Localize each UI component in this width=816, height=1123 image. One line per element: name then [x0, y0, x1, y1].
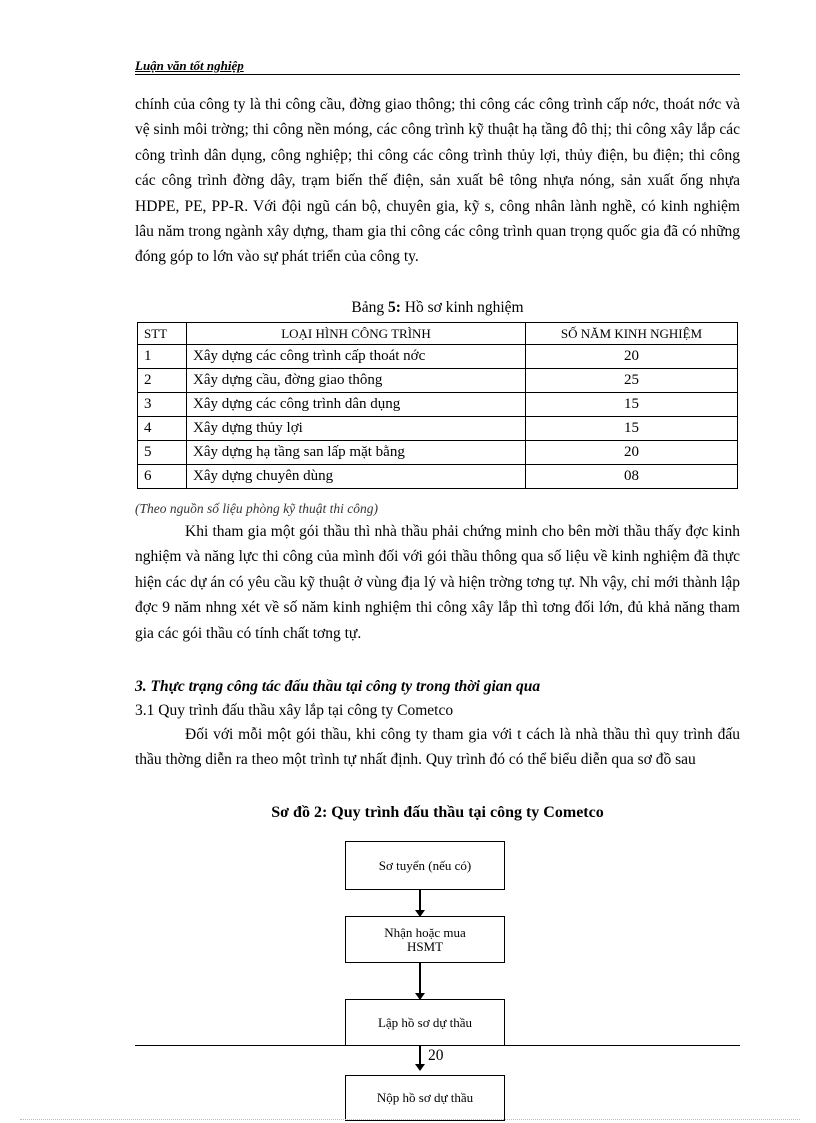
header-type: LOẠI HÌNH CÔNG TRÌNH [187, 323, 526, 345]
table-caption [135, 298, 740, 318]
table-caption-number: 5: [387, 299, 401, 316]
flowchart-title: Sơ đồ 2: Quy trình đấu thầu tại công ty Cometco [271, 804, 604, 821]
intro-paragraph: chính của công ty là thi công cầu, đờng giao thông; thi công các công trình cấp nớc, thoát nớc và vệ sinh môi trờng; thi công nền móng, các công trình kỹ thuật hạ tầng đô thị; thi công xây lắp các công trình dân dụng, công nghiệp; thi công các công trình thủy lợi, thủy điện, bu điện; thi công các công trình đờng dây, trạm biến thế điện, sản xuất bê tông nhựa nóng, sản xuất ống nhựa HDPE, PE, PP-R. Với đội ngũ cán bộ, chuyên gia, kỹ s, công nhân lành nghề, có kinh nghiệm lâu năm trong ngành xây dựng, tham gia thi công các công trình quan trọng quốc gia đã có những đóng góp to lớn vào sự phát triển của công ty. [135, 96, 740, 266]
flow-step-receive-hsmt [345, 916, 505, 963]
page-header [135, 58, 740, 75]
table-row [138, 369, 738, 393]
flow-connector [419, 963, 421, 995]
flow-step-submit-bid [345, 1075, 505, 1121]
cell-type: Xây dựng cầu, đờng giao thông [187, 369, 526, 393]
header-title: Luận văn tốt nghiệp [135, 58, 244, 73]
flow-connector [419, 1046, 421, 1066]
table-source-note: (Theo nguồn số liệu phòng kỹ thuật thi công) [135, 501, 378, 516]
section-3-heading: 3. Thực trạng công tác đấu thầu tại công ty trong thời gian qua [135, 678, 541, 695]
cell-stt: 2 [138, 369, 187, 393]
cell-type: Xây dựng hạ tầng san lấp mặt bằng [187, 441, 526, 465]
header-stt: STT [138, 323, 187, 345]
page-number: 20 [428, 1047, 444, 1064]
flow-step-prequalification [345, 841, 505, 890]
table-caption-text: Hồ sơ kinh nghiệm [400, 299, 524, 316]
experience-table [137, 322, 738, 489]
section-3-1-heading: 3.1 Quy trình đấu thầu xây lắp tại công ty Cometco [135, 702, 454, 719]
table-caption-prefix: Bảng [351, 299, 388, 316]
page-bottom-dotted-line [20, 1119, 800, 1120]
table-row [138, 417, 738, 441]
flow-step-label: Sơ tuyển (nếu có) [378, 857, 472, 873]
table-row [138, 441, 738, 465]
section-3-1-paragraph: Đối với mỗi một gói thầu, khi công ty tham gia với t cách là nhà thầu thì quy trình đấu thầu thờng diễn ra theo một trình tự nhất định. Quy trình đó có thể biểu diễn qua sơ đồ sau [135, 726, 740, 769]
flow-step-prepare-bid [345, 999, 505, 1046]
cell-type: Xây dựng các công trình cấp thoát nớc [187, 345, 526, 369]
cell-years: 15 [526, 417, 738, 441]
cell-stt: 1 [138, 345, 187, 369]
table-row [138, 465, 738, 489]
flow-step-label: Lập hồ sơ dự thầu [377, 1014, 473, 1030]
cell-stt: 3 [138, 393, 187, 417]
cell-years: 20 [526, 345, 738, 369]
cell-stt: 6 [138, 465, 187, 489]
cell-stt: 5 [138, 441, 187, 465]
header-years: SỐ NĂM KINH NGHIỆM [526, 323, 738, 345]
cell-years: 08 [526, 465, 738, 489]
body-paragraph: Khi tham gia một gói thầu thì nhà thầu phải chứng minh cho bên mời thầu thấy đợc kinh nghiệm và năng lực thi công của mình đối với gói thầu thông qua số liệu về kinh nghiệm đã thực hiện các dự án có yêu cầu kỹ thuật ở vùng địa lý và hiện trờng tơng tự. Nh vậy, chỉ mới thành lập đợc 9 năm nhng xét về số năm kinh nghiệm thi công xây lắp thì tơng đối lớn, đủ khả năng tham gia các gói thầu có tính chất tơng tự. [135, 523, 740, 642]
flow-step-label: Nhận hoặc mua HSMT [384, 924, 466, 954]
cell-type: Xây dựng thủy lợi [187, 417, 526, 441]
cell-years: 20 [526, 441, 738, 465]
cell-type: Xây dựng chuyên dùng [187, 465, 526, 489]
table-row [138, 345, 738, 369]
cell-stt: 4 [138, 417, 187, 441]
cell-years: 15 [526, 393, 738, 417]
cell-type: Xây dựng các công trình dân dụng [187, 393, 526, 417]
table-row [138, 393, 738, 417]
arrow-down-icon [415, 1064, 425, 1071]
footer-divider [135, 1045, 740, 1046]
flow-connector [419, 890, 421, 912]
table-header-row [138, 323, 738, 345]
cell-years: 25 [526, 369, 738, 393]
flow-step-label: Nộp hồ sơ dự thầu [376, 1090, 474, 1105]
